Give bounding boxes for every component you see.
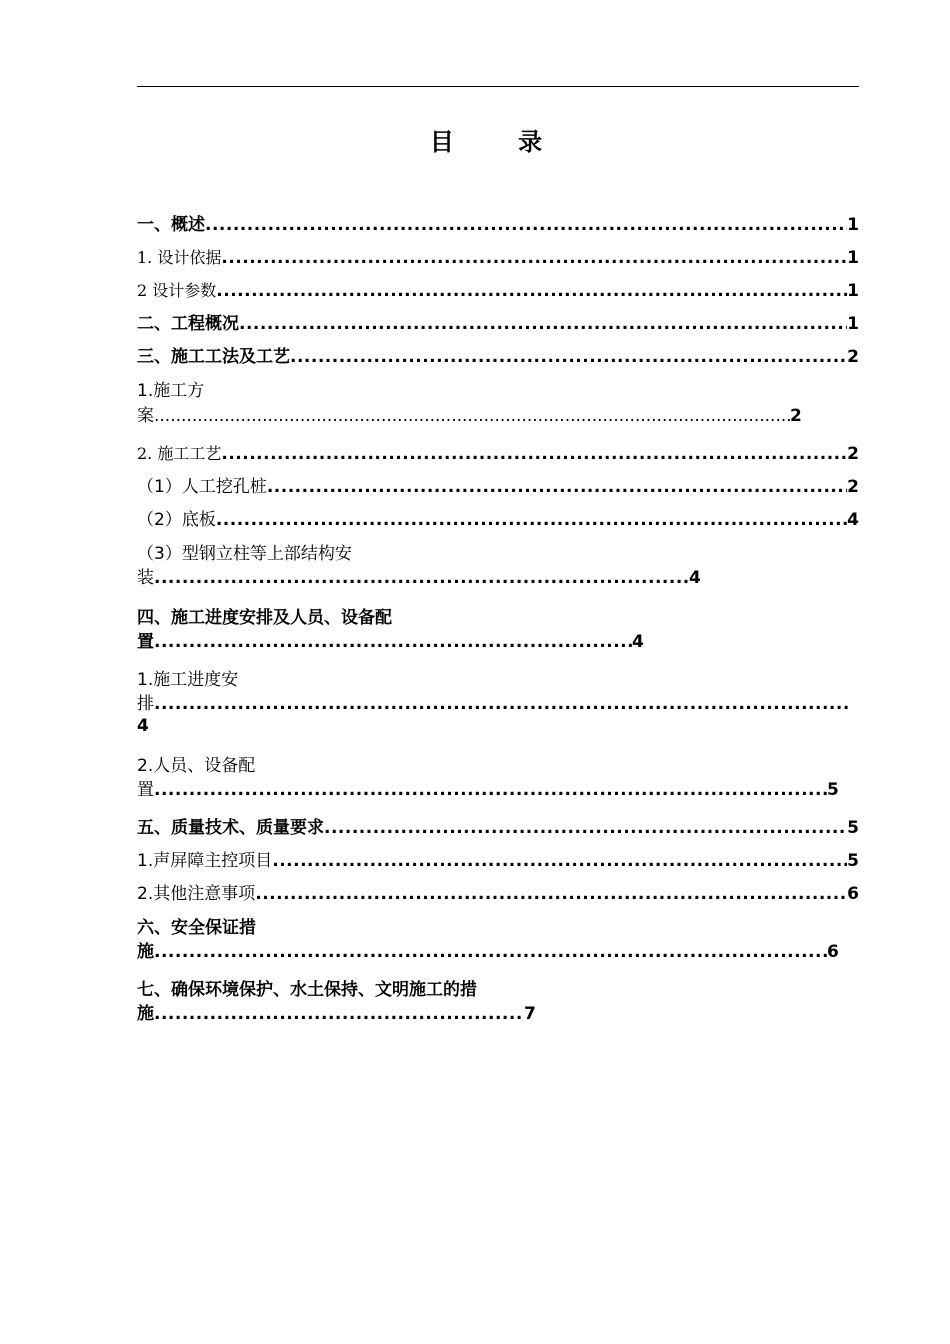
toc-leader	[205, 214, 847, 236]
toc-entry-page: 4	[847, 510, 859, 530]
toc-entry-label: 1. 设计依据	[137, 248, 222, 267]
toc-entry[interactable]	[137, 247, 859, 269]
toc-leader	[154, 631, 632, 653]
toc-entry-page: 5	[847, 818, 859, 838]
toc-entry-page: 4	[137, 716, 149, 736]
toc-entry-label: 四、施工进度安排及人员、设备配	[137, 608, 392, 628]
toc-entry-page: 6	[827, 942, 839, 962]
toc-entry-label-cont: 施	[137, 1004, 154, 1024]
toc-entry[interactable]	[137, 883, 859, 905]
toc-entry-label-cont: 案	[137, 406, 154, 426]
toc-entry-label: （1）人工挖孔桩	[137, 477, 267, 497]
toc-leader	[154, 405, 790, 427]
toc-entry-label: 五、质量技术、质量要求	[137, 818, 324, 838]
toc-leader	[255, 883, 847, 905]
toc-leader	[216, 280, 847, 302]
toc-entry-label: 1.声屏障主控项目	[137, 851, 273, 871]
toc-entry[interactable]	[137, 755, 859, 801]
toc-entry[interactable]	[137, 476, 859, 498]
toc-entry-label-cont: 施	[137, 942, 154, 962]
toc-entry[interactable]	[137, 380, 859, 427]
toc-entry-page: 7	[524, 1004, 536, 1024]
toc-leader	[154, 1003, 524, 1025]
toc-entry-page: 5	[827, 780, 839, 800]
page-title: 目 录	[429, 127, 571, 156]
toc-leader	[267, 476, 847, 498]
toc-leader	[272, 850, 847, 872]
toc-entry[interactable]	[137, 979, 859, 1025]
toc-entry-label-cont: 装	[137, 568, 154, 588]
toc-entry[interactable]	[137, 669, 859, 737]
toc-entry-page: 4	[689, 568, 701, 588]
toc-entry-page: 2	[847, 477, 859, 497]
header-rule	[137, 86, 859, 87]
toc-entry-label: 2. 施工工艺	[137, 444, 222, 463]
toc-leader	[154, 693, 850, 715]
toc-entry-page: 1	[847, 248, 859, 268]
toc-entry-label: 七、确保环境保护、水土保持、文明施工的措	[137, 980, 477, 1000]
toc-entry-label: 2 设计参数	[137, 281, 217, 300]
toc-entry-label: 2.人员、设备配	[137, 756, 256, 776]
toc-entry-label-cont: 排	[137, 694, 154, 714]
toc-entry[interactable]	[137, 280, 859, 302]
toc-entry-label: 三、施工工法及工艺	[137, 347, 290, 367]
toc-entry[interactable]	[137, 850, 859, 872]
toc-entry-page: 1	[847, 314, 859, 334]
toc-entry-label: 2.其他注意事项	[137, 884, 256, 904]
toc-leader	[154, 941, 827, 963]
toc-entry-page: 4	[632, 632, 644, 652]
toc-entry[interactable]	[137, 817, 859, 839]
toc-entry-label-cont: 置	[137, 780, 154, 800]
toc-entry-label: （3）型钢立柱等上部结构安	[137, 544, 352, 564]
toc-entry-label-cont: 置	[137, 632, 154, 652]
toc-entry[interactable]	[137, 917, 859, 963]
toc-leader	[216, 509, 847, 531]
toc-entry-page: 2	[847, 444, 859, 464]
toc-leader	[154, 779, 827, 801]
toc-entry-label: 一、概述	[137, 215, 205, 235]
toc-entry[interactable]	[137, 313, 859, 335]
toc-entry-page: 2	[790, 406, 802, 426]
toc-entry[interactable]	[137, 607, 859, 653]
toc-entry[interactable]	[137, 543, 859, 589]
toc-entry[interactable]	[137, 214, 859, 236]
toc-entry-page: 2	[847, 347, 859, 367]
toc-leader	[239, 313, 847, 335]
toc-leader	[221, 247, 847, 269]
toc-entry-page: 1	[847, 281, 859, 301]
toc-entry-page: 1	[847, 215, 859, 235]
toc-leader	[324, 817, 847, 839]
toc-leader	[221, 443, 847, 465]
toc-entry[interactable]	[137, 509, 859, 531]
toc-entry-label: 六、安全保证措	[137, 918, 256, 938]
toc-entry-label: 二、工程概况	[137, 314, 239, 334]
toc-entry-label: 1.施工进度安	[137, 670, 239, 690]
toc-leader	[290, 346, 847, 368]
toc-entry-label: 1.施工方	[137, 381, 205, 401]
toc-entry-page: 5	[847, 851, 859, 871]
toc-entry-page: 6	[847, 884, 859, 904]
toc-entry[interactable]	[137, 346, 859, 368]
toc-leader	[154, 567, 689, 589]
toc-entry-label: （2）底板	[137, 510, 216, 530]
toc-entry[interactable]	[137, 443, 859, 465]
